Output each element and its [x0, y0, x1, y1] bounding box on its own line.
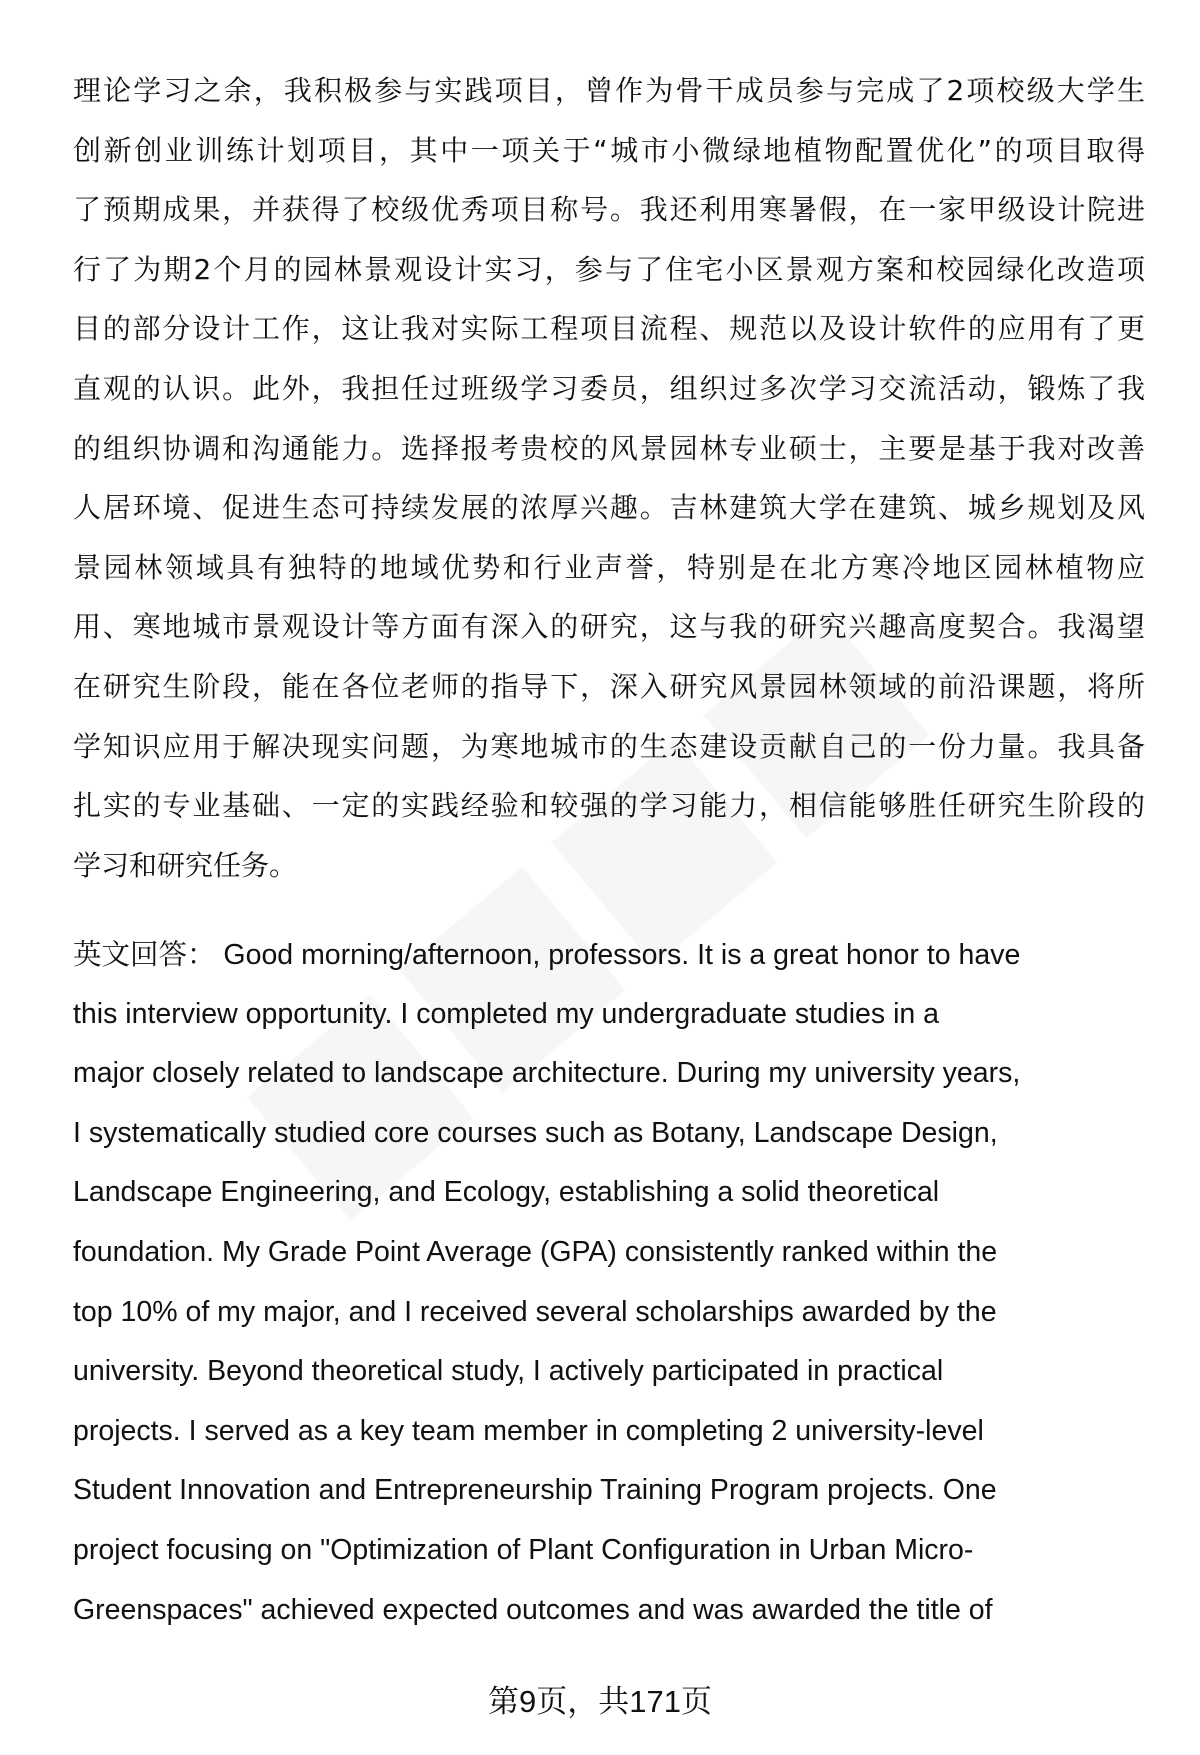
text-line: 学知识应用于解决现实问题，为寒地城市的生态建设贡献自己的一份力量。我具备	[73, 729, 1145, 763]
text-line: project focusing on "Optimization of Plant Configuration in Urban Micro-	[73, 1533, 974, 1566]
text-line: 人居环境、促进生态可持续发展的浓厚兴趣。吉林建筑大学在建筑、城乡规划及风	[73, 491, 1145, 525]
text-line: major closely related to landscape architecture. During my university years,	[73, 1057, 1021, 1090]
text-line: 的组织协调和沟通能力。选择报考贵校的风景园林专业硕士，主要是基于我对改善	[73, 431, 1145, 465]
text-line: Student Innovation and Entrepreneurship Training Program projects. One	[73, 1474, 997, 1507]
text-line: foundation. My Grade Point Average (GPA) consistently ranked within the	[73, 1235, 998, 1268]
text-line: I systematically studied core courses such as Botany, Landscape Design,	[73, 1116, 998, 1149]
text-line: 行了为期2个月的园林景观设计实习，参与了住宅小区景观方案和校园绿化改造项	[73, 252, 1145, 286]
text-line: university. Beyond theoretical study, I actively participated in practical	[73, 1355, 944, 1388]
text-line: 直观的认识。此外，我担任过班级学习委员，组织过多次学习交流活动，锻炼了我	[73, 371, 1145, 405]
text-line: 在研究生阶段，能在各位老师的指导下，深入研究风景园林领域的前沿课题，将所	[73, 669, 1145, 703]
text-line: Greenspaces" achieved expected outcomes and was awarded the title of	[73, 1593, 993, 1626]
text-line: 学习和研究任务。	[73, 848, 298, 882]
text-line: 理论学习之余，我积极参与实践项目，曾作为骨干成员参与完成了2项校级大学生	[73, 74, 1145, 107]
text-line: 扎实的专业基础、一定的实践经验和较强的学习能力，相信能够胜任研究生阶段的	[73, 789, 1145, 823]
chinese-answer-paragraph	[73, 61, 1145, 895]
text-line: 了预期成果，并获得了校级优秀项目称号。我还利用寒暑假，在一家甲级设计院进	[73, 193, 1145, 227]
page-number: 第9页，共171页	[488, 1684, 712, 1719]
text-line: this interview opportunity. I completed my undergraduate studies in a	[73, 997, 940, 1030]
english-answer-label: 英文回答：	[73, 938, 216, 971]
text-line-content: Good morning/afternoon, professors. It is a great honor to have	[215, 939, 1021, 971]
text-line: 用、寒地城市景观设计等方面有深入的研究，这与我的研究兴趣高度契合。我渴望	[73, 610, 1145, 644]
english-answer-paragraph	[73, 925, 1145, 1640]
text-line	[73, 925, 1145, 985]
text-line: top 10% of my major, and I received several scholarships awarded by the	[73, 1295, 997, 1328]
text-line: 景园林领域具有独特的地域优势和行业声誉，特别是在北方寒冷地区园林植物应	[73, 550, 1145, 584]
text-line: Landscape Engineering, and Ecology, establishing a solid theoretical	[73, 1176, 940, 1209]
text-line: 创新创业训练计划项目，其中一项关于“城市小微绿地植物配置优化”的项目取得	[73, 133, 1145, 167]
text-line: 目的部分设计工作，这让我对实际工程项目流程、规范以及设计软件的应用有了更	[73, 312, 1145, 346]
text-line: projects. I served as a key team member in completing 2 university-level	[73, 1414, 984, 1447]
